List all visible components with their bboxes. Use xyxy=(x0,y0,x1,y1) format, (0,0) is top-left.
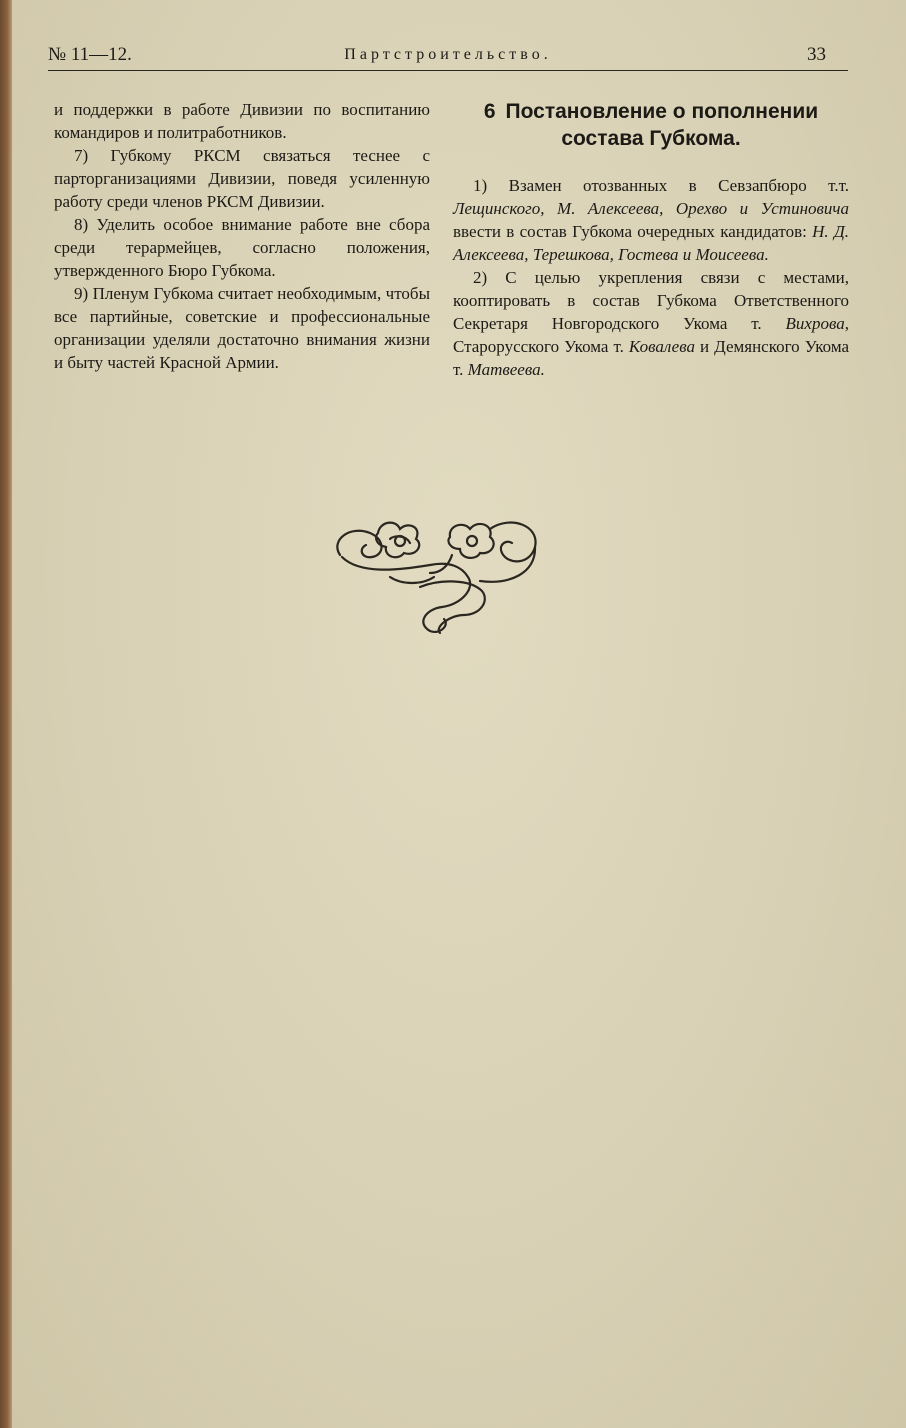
paragraph-continuation: и поддержки в работе Дивизии по воспитанию командиров и политработников. xyxy=(54,100,430,142)
running-header xyxy=(48,44,848,71)
left-column xyxy=(54,98,430,374)
name-italic: Матвеева. xyxy=(467,360,545,379)
name-italic: Ковалева xyxy=(628,337,695,356)
page-number: 33 xyxy=(807,44,826,65)
paragraph-item-2 xyxy=(453,266,849,381)
paragraph-item-8: 8) Уделить особое внимание работе вне сбора среди терармейцев, согласно положения, утвержденного Бюро Губкома. xyxy=(54,215,430,280)
paragraph-item-1 xyxy=(453,174,849,266)
text-run: 2) С целью укрепления связи с местами, кооптировать в состав Губкома Ответственного Секретаря Новгородского Укома т. xyxy=(453,268,849,333)
floral-ornament-icon xyxy=(330,515,550,635)
paragraph-item-7: 7) Губкому РКСМ связаться теснее с парторганизациями Дивизии, поведя усиленную работу среди членов РКСМ Дивизии. xyxy=(54,146,430,211)
text-run: 1) Взамен отозванных в Севзапбюро т.т. xyxy=(473,176,849,195)
issue-number: № 11—12. xyxy=(48,44,132,65)
text-run: и Демянского Укома т. xyxy=(453,337,849,379)
names-italic: Н. Д. Алексеева, Терешкова, Гостева и Моисеева. xyxy=(453,222,850,264)
text-run: ввести в состав Губкома очередных кандидатов: xyxy=(453,222,813,241)
names-italic: Лещинского, М. Алексеева, Орехво и Устиновича xyxy=(453,199,849,218)
name-italic: Вихрова xyxy=(785,314,845,333)
journal-title: Партстроительство. xyxy=(344,46,552,63)
section-title: Постановление о пополнении состава Губкома. xyxy=(505,100,819,150)
right-column xyxy=(453,98,849,381)
book-spine xyxy=(0,0,12,1428)
section-number: 6 xyxy=(483,100,496,123)
paragraph-item-9: 9) Пленум Губкома считает необходимым, чтобы все партийные, советские и профессиональные организации уделяли достаточно внимания жизни и быту частей Красной Армии. xyxy=(54,284,430,372)
text-run: , Старорусского Укома т. xyxy=(453,314,849,356)
section-heading xyxy=(453,98,849,152)
